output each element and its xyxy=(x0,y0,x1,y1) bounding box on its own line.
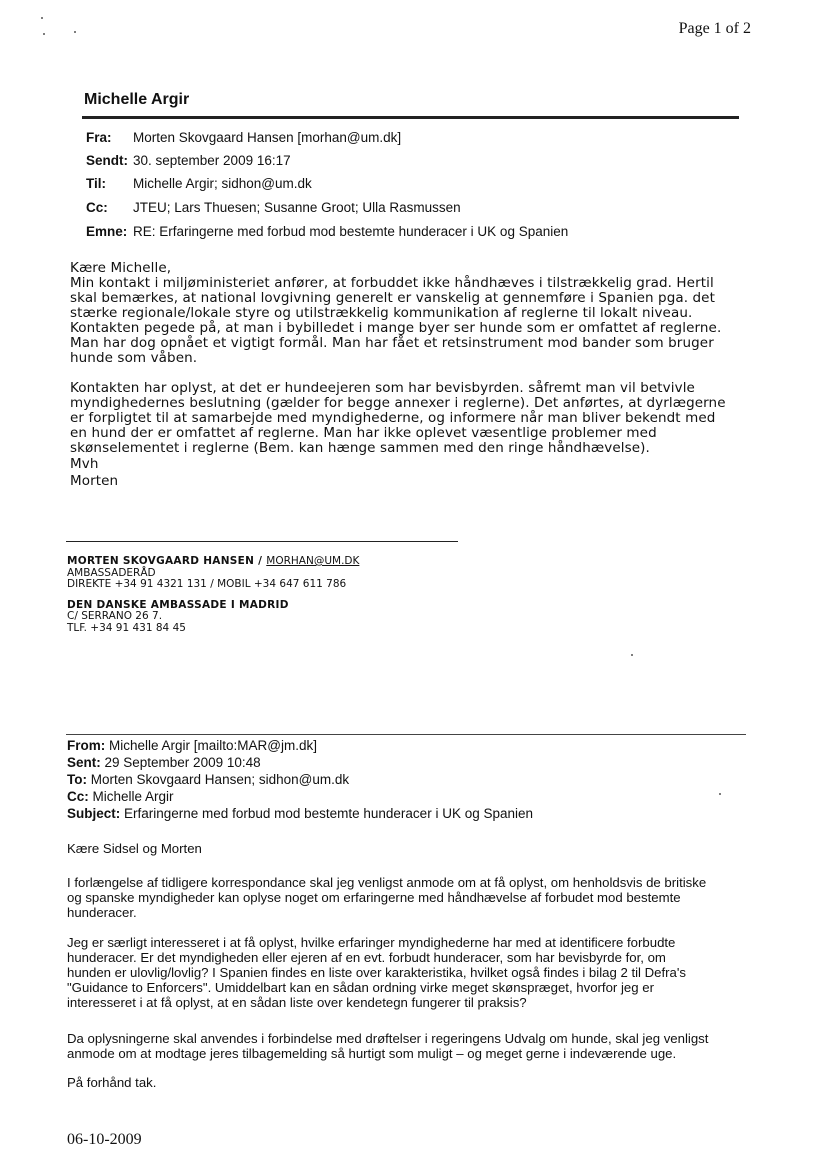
field-value: Erfaringerne med forbud mod bestemte hunderacer i UK og Spanien xyxy=(120,806,534,821)
reply-field-to xyxy=(86,176,312,191)
original-field-sent xyxy=(67,754,261,771)
body-line: hunderacer. xyxy=(67,905,137,920)
original-greeting: Kære Sidsel og Morten xyxy=(67,841,202,856)
header-divider xyxy=(82,116,739,119)
body-line: skal bemærkes, at national lovgivning generelt er vanskelig at gennemføre i Spanien pga. det xyxy=(70,290,715,306)
body-line: Morten xyxy=(70,473,119,489)
field-value: 29 September 2009 10:48 xyxy=(100,755,261,770)
original-field-cc xyxy=(67,788,174,805)
field-label: Fra: xyxy=(86,130,112,145)
signature-separator: / xyxy=(254,555,267,567)
original-paragraph-3 xyxy=(67,1031,757,1061)
scan-speck xyxy=(631,654,633,656)
body-line: er forpligtet til at samarbejde med myndighederne, og informere når man bliver bekendt med xyxy=(70,410,716,426)
body-line: hunde som våben. xyxy=(70,350,198,366)
original-paragraph-1 xyxy=(67,875,757,920)
body-line: interesseret i at få oplyst, at en sådan liste over kendetegn fungerer til praksis? xyxy=(67,995,527,1010)
original-closing: På forhånd tak. xyxy=(67,1075,157,1090)
field-value: 30. september 2009 16:17 xyxy=(133,153,291,168)
reply-field-cc xyxy=(86,200,461,215)
field-value: Morten Skovgaard Hansen; sidhon@um.dk xyxy=(87,772,350,787)
body-spacer xyxy=(70,366,750,381)
original-paragraph-2 xyxy=(67,935,757,1010)
body-line: Man har dog opnået et vigtigt formål. Man har fået et retsinstrument mod bander som bruger xyxy=(70,335,714,351)
signature-address: C/ SERRANO 26 7. xyxy=(67,610,163,622)
body-line: Kære Michelle, xyxy=(70,260,172,276)
body-line: I forlængelse af tidligere korrespondance skal jeg venligst anmode om at få oplyst, om henholdsvis de britiske xyxy=(67,875,707,890)
field-label: Sendt: xyxy=(86,153,128,168)
field-label: Emne: xyxy=(86,224,128,239)
signature-block xyxy=(67,556,359,634)
body-line: hunderacer. Er det myndigheden eller ejeren af en evt. forbudt hunderacer, som har bevisbyrde for, om xyxy=(67,950,666,965)
body-line: hunden er ulovlig/lovlig? I Spanien findes en liste over karakteristika, hvilket også findes i bilag 2 til Defra's xyxy=(67,965,687,980)
body-line: Mvh xyxy=(70,456,99,472)
scan-speck xyxy=(719,793,721,795)
scan-speck xyxy=(74,31,76,33)
body-line: stærke regionale/lokale styre og utilstrækkelig kommunikation af reglerne til lokalt niveau. xyxy=(70,305,693,321)
field-value: Michelle Argir [mailto:MAR@jm.dk] xyxy=(105,738,317,753)
page-number: Page 1 of 2 xyxy=(678,20,751,37)
field-label: Cc: xyxy=(86,200,108,215)
body-line: Jeg er særligt interesseret i at få oplyst, hvilke erfaringer myndighederne har med at identificere forbudte xyxy=(67,935,676,950)
field-label: Subject: xyxy=(67,806,121,821)
field-label: Cc: xyxy=(67,789,89,804)
signature-name: MORTEN SKOVGAARD HANSEN xyxy=(67,555,255,567)
signature-phones: DIREKTE +34 91 4321 131 / MOBIL +34 647 611 786 xyxy=(67,578,347,590)
scan-speck xyxy=(41,17,43,19)
signature-org: DEN DANSKE AMBASSADE I MADRID xyxy=(67,598,289,611)
field-value: Michelle Argir xyxy=(88,789,174,804)
field-label: Til: xyxy=(86,176,106,191)
original-field-to xyxy=(67,771,349,788)
scan-speck xyxy=(43,33,45,35)
body-line: Kontakten pegede på, at man i bybilledet i mange byer ser hunde som er omfattet af reglerne. xyxy=(70,320,722,336)
signature-title: AMBASSADERÅD xyxy=(67,566,156,579)
signature-divider xyxy=(66,541,458,542)
body-line: Kontakten har oplyst, at det er hundeejeren som har bevisbyrden. såfremt man vil betvivle xyxy=(70,380,695,396)
body-line: anmode om at modtage jeres tilbagemelding så hurtigt som muligt – og meget gerne i indeværende uge. xyxy=(67,1046,677,1061)
body-line: myndighedernes beslutning (gælder for begge annexer i reglerne). Det anførtes, at dyrlægerne xyxy=(70,395,726,411)
field-value: RE: Erfaringerne med forbud mod bestemte hunderacer i UK og Spanien xyxy=(133,224,569,239)
field-label: To: xyxy=(67,772,87,787)
reply-field-from xyxy=(86,130,401,145)
original-message-divider xyxy=(66,734,746,735)
body-line: og spanske myndigheder kan oplyse noget om erfaringerne med håndhævelse af forbudet mod bestemte xyxy=(67,890,681,905)
body-line: skønselementet i reglerne (Bem. kan hænge sammen med den ringe håndhævelse). xyxy=(70,440,650,456)
footer-date: 06-10-2009 xyxy=(67,1131,142,1148)
original-field-subject xyxy=(67,805,533,822)
mailbox-owner-name: Michelle Argir xyxy=(84,91,190,108)
field-label: From: xyxy=(67,738,106,753)
signature-email-link[interactable]: MORHAN@UM.DK xyxy=(266,555,360,567)
field-value: JTEU; Lars Thuesen; Susanne Groot; Ulla Rasmussen xyxy=(133,200,461,215)
body-line: "Guidance to Enforcers". Umiddelbart kan en sådan ordning virke meget skønspræget, hvorfor jeg er xyxy=(67,980,654,995)
signature-tel: TLF. +34 91 431 84 45 xyxy=(67,621,186,634)
field-label: Sent: xyxy=(67,755,101,770)
original-field-from xyxy=(67,737,317,754)
field-value: Michelle Argir; sidhon@um.dk xyxy=(133,176,312,191)
reply-body xyxy=(70,261,750,489)
reply-field-sent xyxy=(86,153,291,168)
body-line: en hund der er omfattet af reglerne. Man har ikke oplevet væsentlige problemer med xyxy=(70,425,657,441)
body-line: Min kontakt i miljøministeriet anfører, at forbuddet ikke håndhæves i tilstrækkelig grad. Hertil xyxy=(70,275,714,291)
reply-field-subject xyxy=(86,224,568,239)
body-line: Da oplysningerne skal anvendes i forbindelse med drøftelser i regeringens Udvalg om hunde, skal jeg venligst xyxy=(67,1031,709,1046)
field-value: Morten Skovgaard Hansen [morhan@um.dk] xyxy=(133,130,402,145)
